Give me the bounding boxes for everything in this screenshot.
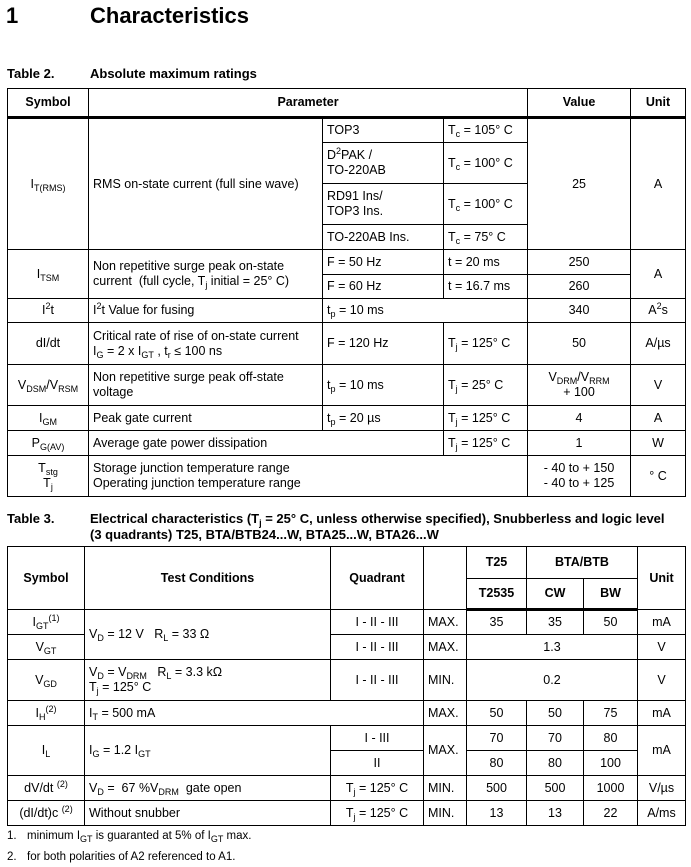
table-cell: $I_{TSM}$ <box>8 250 89 299</box>
table-cell: $V_{GD}$ <box>8 660 85 701</box>
table-cell: 1000 <box>584 776 638 801</box>
table-cell: 22 <box>584 801 638 826</box>
table-cell: MAX. <box>424 701 467 726</box>
table-cell: T2535 <box>467 579 527 610</box>
table-row <box>8 456 686 497</box>
table-cell: 1 <box>528 431 631 456</box>
table-cell: $V_D = 67$ $\%V_{DRM}$ gate open <box>85 776 331 801</box>
table-cell: 25 <box>528 118 631 250</box>
table-cell: 70 <box>467 726 527 751</box>
table-cell: $T_j = 125^\circ$ C <box>444 323 528 365</box>
header-value: Value <box>528 89 631 118</box>
table-cell: 100 <box>584 751 638 776</box>
table-cell: F = 60 Hz <box>323 275 444 299</box>
table-row <box>8 250 686 275</box>
table-cell: Without snubber <box>85 801 331 826</box>
table-cell: A/ms <box>638 801 686 826</box>
table-cell: 35 <box>467 610 527 635</box>
table-cell: $t_p = 10$ ms <box>323 365 444 406</box>
table-cell: 260 <box>528 275 631 299</box>
table-cell: $T_{stg}$ $T_j$ <box>8 456 89 497</box>
table-cell: RMS on-state current (full sine wave) <box>89 118 323 250</box>
table-cell: A <box>631 250 686 299</box>
table-cell: CW <box>527 579 584 610</box>
table-row <box>8 365 686 406</box>
table-cell: MAX. <box>424 635 467 660</box>
table-cell: I - II - III <box>331 610 424 635</box>
table-row <box>8 406 686 431</box>
table-cell: mA <box>638 701 686 726</box>
table-cell: 4 <box>528 406 631 431</box>
table-cell: MIN. <box>424 801 467 826</box>
table-cell: V <box>631 365 686 406</box>
table-cell: dV/dt $^{(2)}$ <box>8 776 85 801</box>
table-row <box>8 660 686 701</box>
table-cell: 70 <box>527 726 584 751</box>
table-row <box>8 726 686 751</box>
table-cell: $t_p = 10$ ms <box>323 299 528 323</box>
table-cell: $V_{GT}$ <box>8 635 85 660</box>
table-cell: $A^2s$ <box>631 299 686 323</box>
table-cell: BW <box>584 579 638 610</box>
table-cell: MAX. <box>424 726 467 776</box>
table-cell: 50 <box>584 610 638 635</box>
table-cell: 35 <box>527 610 584 635</box>
table-cell: V <box>638 660 686 701</box>
table-row <box>8 701 686 726</box>
table-cell: V <box>638 635 686 660</box>
header-unit: Unit <box>631 89 686 118</box>
table-cell: A/µs <box>631 323 686 365</box>
table-cell: Critical rate of rise of on-state current $I_G = 2$ x $I_{GT}$ , $t_r \le 100$ ns <box>89 323 323 365</box>
table-cell: $I_{T(RMS)}$ <box>8 118 89 250</box>
table-cell: $I_G = 1.2$ $I_{GT}$ <box>85 726 331 776</box>
footnote-2: 2. for both polarities of A2 referenced to A1. <box>7 851 236 863</box>
table-cell: Average gate power dissipation <box>89 431 444 456</box>
table-cell: V/µs <box>638 776 686 801</box>
table-cell: $T_c = 75^\circ$ C <box>444 225 528 250</box>
table-cell: Non repetitive surge peak on-state current (full cycle, $T_j$ initial = 25° C) <box>89 250 323 299</box>
table-cell: MIN. <box>424 660 467 701</box>
table-cell: I - II - III <box>331 660 424 701</box>
table-cell: t = 20 ms <box>444 250 528 275</box>
table-cell: 80 <box>584 726 638 751</box>
table-cell: 13 <box>527 801 584 826</box>
table-cell: Storage junction temperature range Operating junction temperature range <box>89 456 528 497</box>
table-cell: $P_{G(AV)}$ <box>8 431 89 456</box>
header-symbol: Symbol <box>8 89 89 118</box>
table-cell: Test Conditions <box>85 547 331 610</box>
table-cell: $I^2t$ Value for fusing <box>89 299 323 323</box>
table-cell: 50 <box>467 701 527 726</box>
table-cell: $T_j = 125^\circ$ C <box>331 776 424 801</box>
table-cell: Quadrant <box>331 547 424 610</box>
table-cell: - 40 to + 150 - 40 to + 125 <box>528 456 631 497</box>
table-cell: I - III <box>331 726 424 751</box>
table-cell: A <box>631 118 686 250</box>
table-cell: RD91 Ins/ TOP3 Ins. <box>323 184 444 225</box>
electrical-characteristics-table <box>7 546 686 826</box>
table-cell: Peak gate current <box>89 406 323 431</box>
table-cell: MIN. <box>424 776 467 801</box>
section-heading: 1 Characteristics <box>6 3 249 28</box>
table-cell: 80 <box>527 751 584 776</box>
table-cell: 0.2 <box>467 660 638 701</box>
table-cell: II <box>331 751 424 776</box>
table-cell: 50 <box>527 701 584 726</box>
table-cell: $I_T = 500$ mA <box>85 701 424 726</box>
table-cell: $T_c = 100^\circ$ C <box>444 184 528 225</box>
table-cell: F = 120 Hz <box>323 323 444 365</box>
table-cell: Symbol <box>8 547 85 610</box>
table-cell: $V_{DRM}/V_{RRM}$ + 100 <box>528 365 631 406</box>
table-cell <box>424 547 467 610</box>
table-cell: 80 <box>467 751 527 776</box>
table-cell: $T_j = 125^\circ$ C <box>444 406 528 431</box>
table-cell: minimum $I_{GT}$ is guaranted at 5% of $I_{GT}$ max. <box>27 830 252 844</box>
header-parameter: Parameter <box>89 89 528 118</box>
table-cell: $T_c = 105^\circ$ C <box>444 118 528 143</box>
table-cell: A <box>631 406 686 431</box>
table-cell: Unit <box>638 547 686 610</box>
table-cell: $T_j = 25^\circ$ C <box>444 365 528 406</box>
table-cell: TO-220AB Ins. <box>323 225 444 250</box>
table-cell: BTA/BTB <box>527 547 638 579</box>
table-row <box>8 323 686 365</box>
table-cell: T25 <box>467 547 527 579</box>
table-cell: TOP3 <box>323 118 444 143</box>
table-cell: $I_H^{(2)}$ <box>8 701 85 726</box>
table-cell: $T_j = 125^\circ$ C <box>331 801 424 826</box>
table-cell: $V_{DSM}/V_{RSM}$ <box>8 365 89 406</box>
table-row <box>8 299 686 323</box>
table-cell: $T_j = 125^\circ$ C <box>444 431 528 456</box>
table-cell: dI/dt <box>8 323 89 365</box>
table-cell: $D^2PAK$ / TO-220AB <box>323 143 444 184</box>
table-cell: 500 <box>527 776 584 801</box>
table-cell: mA <box>638 726 686 776</box>
table-cell: I - II - III <box>331 635 424 660</box>
table-cell: mA <box>638 610 686 635</box>
table-cell: F = 50 Hz <box>323 250 444 275</box>
table-cell: $I_{GT}^{(1)}$ <box>8 610 85 635</box>
table-cell: 1.3 <box>467 635 638 660</box>
table-cell: 250 <box>528 250 631 275</box>
table-cell: $T_c = 100^\circ$ C <box>444 143 528 184</box>
table-cell: $I^2t$ <box>8 299 89 323</box>
table-cell: 13 <box>467 801 527 826</box>
table-cell: $V_D = 12$ V $R_L = 33$ Ω <box>85 610 331 660</box>
table-cell: MAX. <box>424 610 467 635</box>
table-cell: $V_D = V_{DRM}$ $R_L = 3.3$ kΩ $T_j = 125^\circ$ C <box>85 660 331 701</box>
table-cell: 340 <box>528 299 631 323</box>
table-cell: t = 16.7 ms <box>444 275 528 299</box>
table-cell: 500 <box>467 776 527 801</box>
table-cell: $I_{GM}$ <box>8 406 89 431</box>
table-row <box>8 776 686 801</box>
table-row <box>8 610 686 635</box>
table-cell: 75 <box>584 701 638 726</box>
table3-caption: Table 3. Electrical characteristics ($T_j = 25^\circ$ C, unless otherwise specified), Snubberless and logic level (3 quadrants) T25, BTA/BTB24...W, BTA25...W, BTA26...W <box>7 511 677 543</box>
table-cell: (dI/dt)c $^{(2)}$ <box>8 801 85 826</box>
table-row <box>8 118 686 143</box>
table-cell: for both polarities of A2 referenced to A1. <box>27 851 236 863</box>
table2-caption: Table 2. Absolute maximum ratings <box>7 66 257 81</box>
table-row <box>8 801 686 826</box>
table-cell: ° C <box>631 456 686 497</box>
table-cell: $t_p = 20$ µs <box>323 406 444 431</box>
table-cell: 50 <box>528 323 631 365</box>
footnote-1: 1. minimum $I_{GT}$ is guaranted at 5% of $I_{GT}$ max. <box>7 830 252 844</box>
table-cell: $I_L$ <box>8 726 85 776</box>
table-cell: W <box>631 431 686 456</box>
table-cell: Non repetitive surge peak off-state voltage <box>89 365 323 406</box>
table-row <box>8 431 686 456</box>
table-cell: Electrical characteristics ($T_j = 25^\circ$ C, unless otherwise specified), Snubberless and logic level (3 quadrants) T25, BTA/BTB24...W, BTA25...W, BTA26...W <box>90 511 665 542</box>
absolute-max-ratings-table <box>7 88 686 497</box>
